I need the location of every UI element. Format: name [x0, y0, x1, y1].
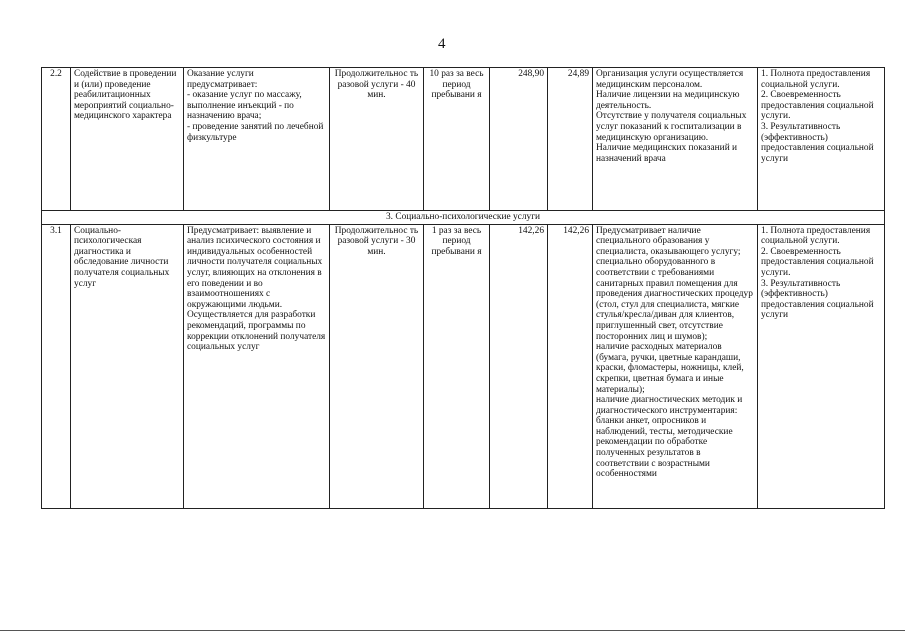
service-name: Социально-психологическая диагностика и обследование личности получателя социальных услуг	[71, 224, 184, 508]
table-row	[42, 224, 885, 508]
page-bottom-edge	[0, 630, 905, 631]
service-description: Предусматривает: выявление и анализ психического состояния и индивидуальных особенностей личности получателя социальных услуг, влияющих на отклонения в его поведении и во взаимоотношениях с окружающими людьми. Осуществляется для разработки рекомендаций, программы по коррекции отклонений получателя социальных услуг	[184, 224, 330, 508]
service-price: 142,26	[490, 224, 548, 508]
row-number: 2.2	[42, 68, 71, 211]
service-conditions: Предусматривает наличие специального образования у специалиста, оказывающего услугу; специально оборудованного в соответствии с требованиями санитарных правил помещения для проведения диагностических процедур (стол, стул для специалиста, мягкие стулья/кресла/диван для клиентов, приглушенный свет, отсутствие посторонних лиц и шумов); наличие расходных материалов (бумага, ручки, цветные карандаши, краски, фломастеры, ножницы, клей, скрепки, цветная бумага и иные материалы); наличие диагностических методик и диагностического инструментария: бланки анкет, опросников и наблюдений, тесты, методические рекомендации по обработке полученных результатов в соответствии с возрастными особенностями	[593, 224, 758, 508]
service-price: 248,90	[490, 68, 548, 211]
service-frequency: 1 раз за весь период пребывани я	[424, 224, 490, 508]
service-quality: 1. Полнота предоставления социальной услуги. 2. Своевременность предоставления социальной услуги. 3. Результативность (эффективность) предоставления социальной услуги	[758, 224, 885, 508]
service-duration: Продолжительнос ть разовой услуги - 30 мин.	[330, 224, 424, 508]
service-name: Содействие в проведении и (или) проведение реабилитационных мероприятий социально-медицинского характера	[71, 68, 184, 211]
section-title: 3. Социально-психологические услуги	[42, 211, 885, 225]
service-quality: 1. Полнота предоставления социальной услуги. 2. Своевременность предоставления социальной услуги. 3. Результативность (эффективность) предоставления социальной услуги	[758, 68, 885, 211]
services-table	[41, 67, 885, 509]
page-number: 4	[438, 36, 446, 52]
service-duration: Продолжительнос ть разовой услуги - 40 мин.	[330, 68, 424, 211]
service-price-alt: 24,89	[548, 68, 593, 211]
service-frequency: 10 раз за весь период пребывани я	[424, 68, 490, 211]
section-row	[42, 211, 885, 225]
service-price-alt: 142,26	[548, 224, 593, 508]
service-description: Оказание услуги предусматривает: - оказание услуг по массажу, выполнение инъекций - по назначению врача; - проведение занятий по лечебной физкультуре	[184, 68, 330, 211]
row-number: 3.1	[42, 224, 71, 508]
table-row	[42, 68, 885, 211]
service-conditions: Организация услуги осуществляется медицинским персоналом. Наличие лицензии на медицинскую деятельность. Отсутствие у получателя социальных услуг показаний к госпитализации в медицинскую организацию. Наличие медицинских показаний и назначений врача	[593, 68, 758, 211]
